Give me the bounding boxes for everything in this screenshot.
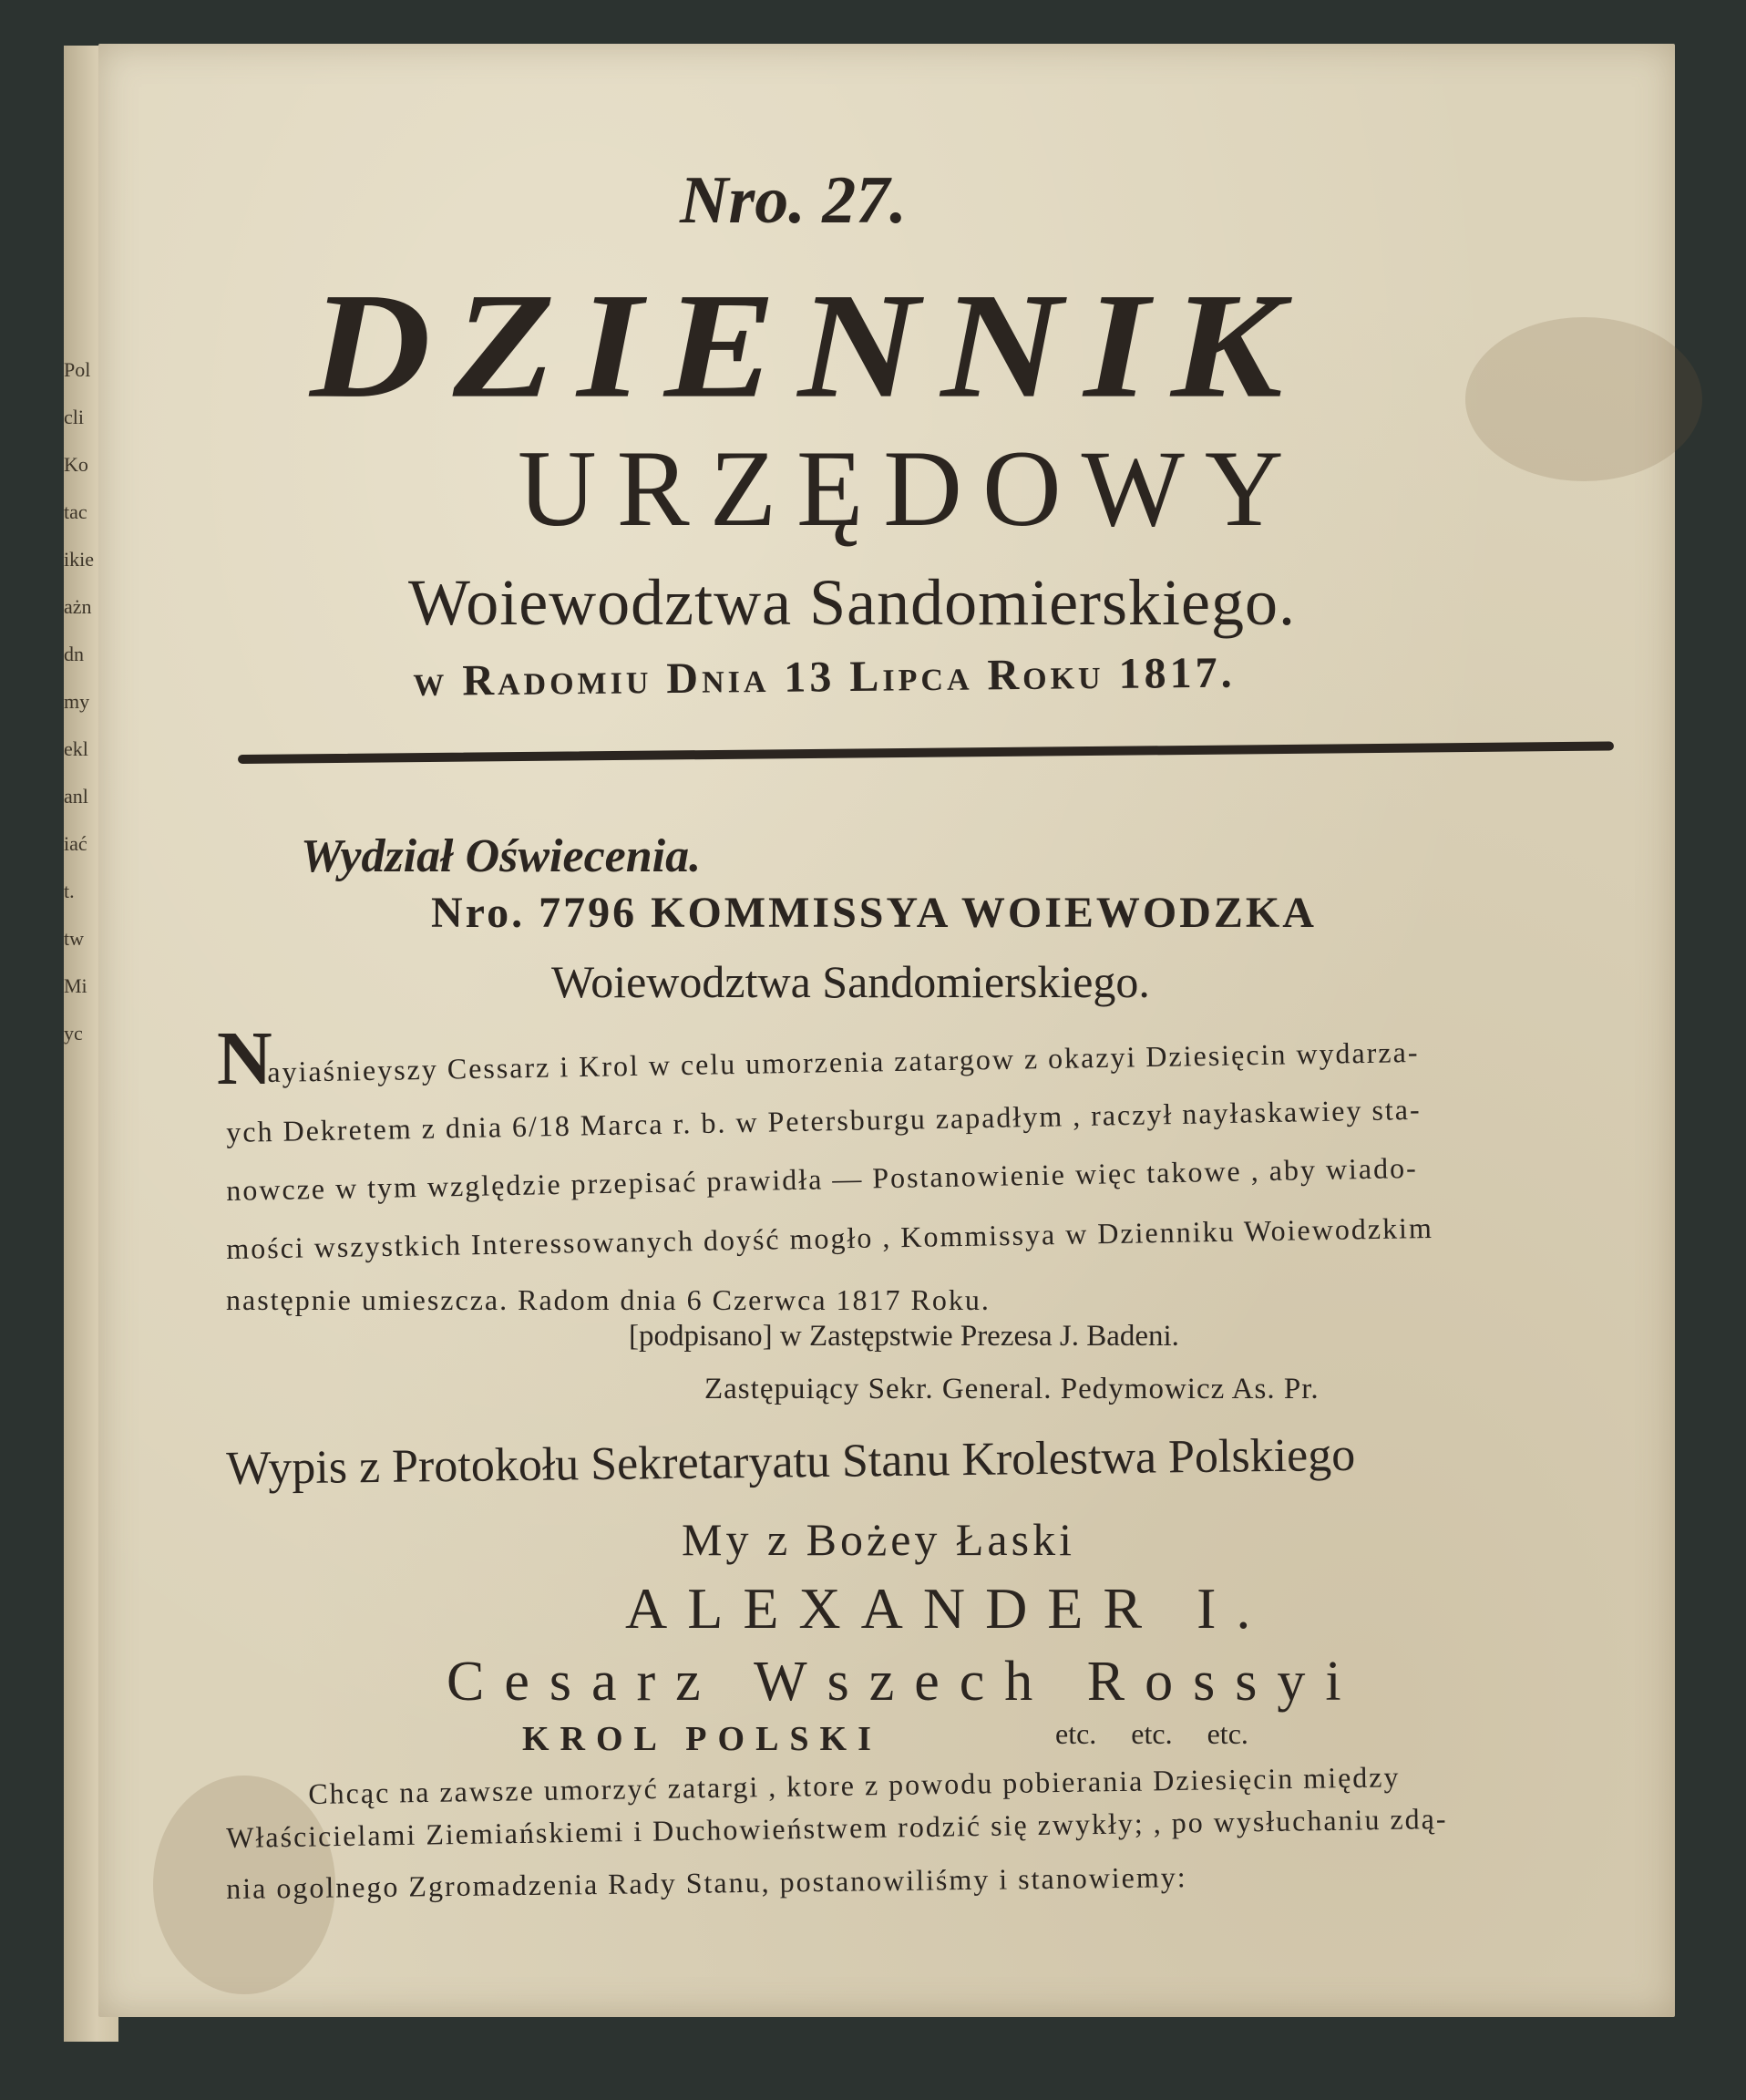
dateline: w Radomiu Dnia 13 Lipca Roku 1817. xyxy=(413,648,1236,705)
newspaper-page xyxy=(98,44,1675,2017)
fragment: tw xyxy=(64,927,84,950)
body-line: nowcze w tym względzie przepisać prawidła — Postanowienie więc takowe , aby wiado- xyxy=(226,1150,1419,1207)
fragment: tac xyxy=(64,500,87,523)
fragment: ikie xyxy=(64,548,94,571)
issue-number: Nro. 27. xyxy=(680,163,907,238)
masthead-subtitle: URZĘDOWY xyxy=(518,427,1304,549)
fragment: Ko xyxy=(64,453,88,476)
drop-cap: N xyxy=(217,1016,272,1101)
department-heading: Wydział Oświecenia. xyxy=(301,830,702,882)
fragment: cli xyxy=(64,406,84,428)
fragment: iać xyxy=(64,832,87,855)
by-grace-line: My z Bożey Łaski xyxy=(682,1514,1075,1565)
emperor-title: Cesarz Wszech Rossyi xyxy=(447,1651,1361,1713)
fragment: Mi xyxy=(64,974,87,997)
ruler-name: ALEXANDER I. xyxy=(625,1576,1271,1641)
masthead-title: DZIENNIK xyxy=(310,262,1305,429)
fragment: Pol xyxy=(64,358,91,381)
fragment: my xyxy=(64,690,90,713)
body-line: następnie umieszcza. Radom dnia 6 Czerwca 1817 Roku. xyxy=(226,1283,991,1316)
fragment: yc xyxy=(64,1022,83,1045)
decree-line: Właścicielami Ziemiańskiemi i Duchowieństwem rodzić się zwykły; , po wysłuchaniu zdą- xyxy=(226,1801,1448,1854)
province-line: Woiewodztwa Sandomierskiego. xyxy=(408,566,1296,639)
extract-title: Wypis z Protokołu Sekretaryatu Stanu Krolestwa Polskiego xyxy=(226,1428,1356,1495)
king-title: KROL POLSKI xyxy=(522,1720,882,1758)
commission-heading: Nro. 7796 KOMMISSYA WOIEWODZKA xyxy=(431,889,1317,937)
fragment: ażn xyxy=(64,595,92,618)
body-line: ayiaśnieyszy Cessarz i Krol w celu umorzenia zatargow z okazyi Dziesięcin wydarza- xyxy=(267,1035,1420,1088)
commission-subheading: Woiewodztwa Sandomierskiego. xyxy=(551,956,1150,1007)
fragment: ekl xyxy=(64,737,88,760)
header-rule xyxy=(238,742,1614,764)
body-line: ych Dekretem z dnia 6/18 Marca r. b. w Petersburgu zapadłym , raczył nayłaskawiey sta- xyxy=(226,1092,1422,1148)
decree-line: nia ogolnego Zgromadzenia Rady Stanu, postanowiliśmy i stanowiemy: xyxy=(226,1860,1187,1905)
paper-stain xyxy=(1465,317,1702,481)
fragment: t. xyxy=(64,880,75,902)
fragment: dn xyxy=(64,643,84,665)
signature-line: [podpisano] w Zastępstwie Prezesa J. Badeni. xyxy=(629,1320,1179,1353)
deputy-signature: Zastępuiący Sekr. General. Pedymowicz As. Pr. xyxy=(704,1373,1320,1405)
fragment: anl xyxy=(64,785,88,808)
decree-line: Chcąc na zawsze umorzyć zatargi , ktore z powodu pobierania Dziesięcin między xyxy=(308,1760,1401,1810)
body-line: mości wszystkich Interessowanych doyść mogło , Kommissya w Dzienniku Woiewodzkim xyxy=(226,1210,1434,1265)
etc-line: etc. etc. etc. xyxy=(1055,1717,1248,1750)
